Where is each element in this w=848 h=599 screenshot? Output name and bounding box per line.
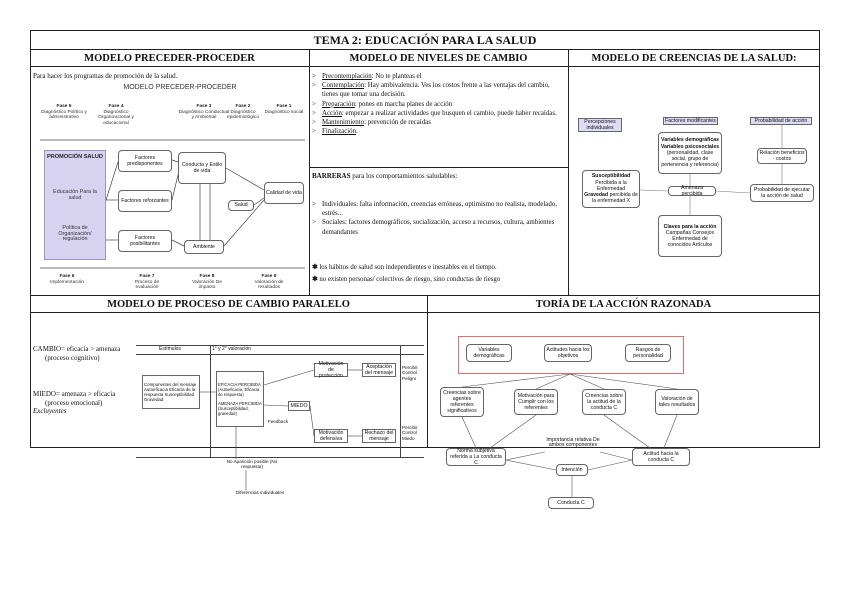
motivacion-cumplir: Motivación para Cumplir con los referentes xyxy=(514,389,558,415)
head-percepciones: Percepciones individuales xyxy=(578,118,622,132)
susceptibilidad-box: Susceptibilidad Percibida a la Enfermedad Gravedad percibida de la enfermedad X xyxy=(582,170,640,208)
miedo-text: MIEDO= amenaza > eficacia (proceso emocional) Excluyentes xyxy=(33,390,116,416)
head-probabilidad: Probabilidad de acción xyxy=(750,117,812,125)
asterisk-icon: ✱ xyxy=(312,264,320,271)
ambiente: Ambiente xyxy=(184,240,224,254)
page-title: TEMA 2: EDUCACIÓN PARA LA SALUD xyxy=(30,30,820,50)
phase-3: Fase 3 Diagnóstico Conductual y Ambiental xyxy=(178,104,230,121)
calidad-de-vida: Calidad de vida xyxy=(264,182,304,204)
nivel-item: > Precontemplación: No te planteas el xyxy=(312,72,564,81)
phase-2: Fase 2 Diagnóstico epidemiológico xyxy=(227,104,259,121)
factores-reforzantes: Factores reforzantes xyxy=(118,190,172,212)
section-title-preceder: MODELO PRECEDER-PROCEDER xyxy=(30,52,309,67)
preceder-diagram-title: MODELO PRECEDER-PROCEDER xyxy=(123,84,237,91)
barrera-item: > Sociales: factores demográficos, socialización, acceso a recursos, cultura, ambientes demandantes xyxy=(312,218,564,236)
cambio-text: CAMBIO= eficacia > amenaza (proceso cognitivo) xyxy=(33,345,121,362)
valoracion-resultados: Valoración de tales resultados xyxy=(655,389,699,415)
salud: Salud xyxy=(228,200,254,211)
paralelo-diagram: Estímulos 1° y 2° valoración Componentes del mensaje Autoeficacia Eficacia de la respuesta Susceptibilidad Gravedad EFICACIA PERCIBIDA (Autoeficacia, Eficacia de respuesta) AMENAZA PERCIBIDA (Susceptibilidad, gravedad) MIEDO Feedback Motivación de protección Motivación defensiva Aceptación del mensaje Rechazo del mensaje Percibir Control Peligro Percibir Control Miedo No Aparición posible (No respuesta) Diferencias individuales xyxy=(136,345,424,475)
norma-subjetiva: Norma subjetiva referida a La conducta C xyxy=(446,448,506,466)
nivel-item: > Contemplación: Hay ambivalencia. Ves los costos frente a las ventajas del cambio, tienes que tomar una decisión. xyxy=(312,81,564,99)
factores-posibilitantes: Factores posibilitantes xyxy=(118,230,172,252)
phase-6: Fase 6 Implementación xyxy=(50,274,84,285)
rasgos-personalidad: Rasgos de personalidad xyxy=(625,344,671,362)
variables-demograficas: Variables demográficas xyxy=(466,344,512,362)
educacion-salud: Educación Para la salud xyxy=(53,189,97,201)
head-factores: Factores modificantes xyxy=(663,117,718,125)
componentes-mensaje: Componentes del mensaje Autoeficacia Eficacia de la respuesta Susceptibilidad Gravedad xyxy=(142,375,200,409)
motivacion-proteccion: Motivación de protección xyxy=(314,363,348,377)
politica-organizacion: Política de Organización/ regulación xyxy=(58,225,92,243)
variables-box: Variables demográficas Variables psicosociales (personalidad, clase social, grupo de pertenencia y referencia) xyxy=(658,132,722,174)
conducta-estilo-vida: Conducta y Estilo de vida xyxy=(178,152,226,184)
amenaza-percibida: Amenaza percibida xyxy=(668,186,716,196)
claves-box: Claves para la acción Campañas Consejos Enfermedad de conocidos Artículos xyxy=(658,215,722,257)
aceptacion-mensaje: Aceptación del mensaje xyxy=(362,363,396,377)
conducta-c: Conducta C xyxy=(548,497,594,509)
promocion-salud-title: PROMOCIÓN SALUD xyxy=(47,154,103,160)
intencion: Intención xyxy=(556,464,588,476)
phase-1: Fase 1 Diagnóstico social xyxy=(264,104,304,115)
miedo-box: MIEDO xyxy=(288,401,310,411)
creencias-referentes: Creencias sobre agentes referentes significativos xyxy=(440,387,484,417)
note-item: ✱ los hábitos de salud son independientes e inestables en el tiempo. xyxy=(312,264,497,271)
phase-7: Fase 7 Proceso de evaluación xyxy=(134,274,160,291)
section-title-accion-razonada: TORÍA DE LA ACCIÓN RAZONADA xyxy=(427,298,820,313)
motivacion-defensiva: Motivación defensiva xyxy=(314,429,348,443)
eficacia-amenaza: EFICACIA PERCIBIDA (Autoeficacia, Eficacia de respuesta) AMENAZA PERCIBIDA (Susceptibilidad, gravedad) xyxy=(216,371,264,427)
section-title-paralelo: MODELO DE PROCESO DE CAMBIO PARALELO xyxy=(30,298,427,313)
actitud-conducta: Actitud hacia la conducta C xyxy=(632,448,690,466)
nivel-item: > Mantenimiento: prevención de recaídas xyxy=(312,118,564,127)
nivel-item: > Finalización. xyxy=(312,127,564,136)
asterisk-icon: ✱ xyxy=(312,276,320,283)
phase-5: Fase 5 Diagnóstico Político y administrativo xyxy=(41,104,87,121)
nivel-item: > Acción: empezar a realizar actividades que busquen el cambio, puede haber recaídas. xyxy=(312,109,564,118)
importancia-relativa: Importancia relativa De ambos componentes xyxy=(546,437,600,449)
rechazo-mensaje: Rechazo del mensaje xyxy=(362,429,396,443)
probabilidad-ejecutar: Probabilidad de ejecutar la acción de salud xyxy=(750,184,814,202)
actitudes-objetivos: Actitudes hacia los objetivos xyxy=(544,344,592,362)
phase-4: Fase 4 Diagnóstico Organizacional y educacional xyxy=(98,104,134,126)
creencias-actitud: Creencias sobre la actitud de la conducta C xyxy=(582,389,626,415)
phase-8: Fase 8 Valoración De impacto xyxy=(192,274,222,291)
preceder-intro: Para hacer los programas de promoción de la salud. xyxy=(33,72,178,80)
factores-predisponentes: Factores predisponentes xyxy=(118,150,172,172)
section-title-niveles: MODELO DE NIVELES DE CAMBIO xyxy=(309,52,568,67)
relacion-beneficios: Relación beneficios - costos xyxy=(757,148,807,164)
phase-9: Fase 9 Valoración de resultados xyxy=(254,274,284,291)
note-item: ✱ no existen personas/ colectivos de riesgo, sino conductas de riesgo xyxy=(312,276,501,283)
barrera-item: > Individuales: falta información, creencias erróneas, optimismo no realista, modelado, estrés... xyxy=(312,200,564,218)
nivel-item: > Preparación: pones en marcha planes de acción xyxy=(312,100,564,109)
section-title-creencias: MODELO DE CREENCIAS DE LA SALUD: xyxy=(568,52,820,67)
barreras-heading: BARRERAS para los comportamientos saludables: xyxy=(312,172,458,180)
